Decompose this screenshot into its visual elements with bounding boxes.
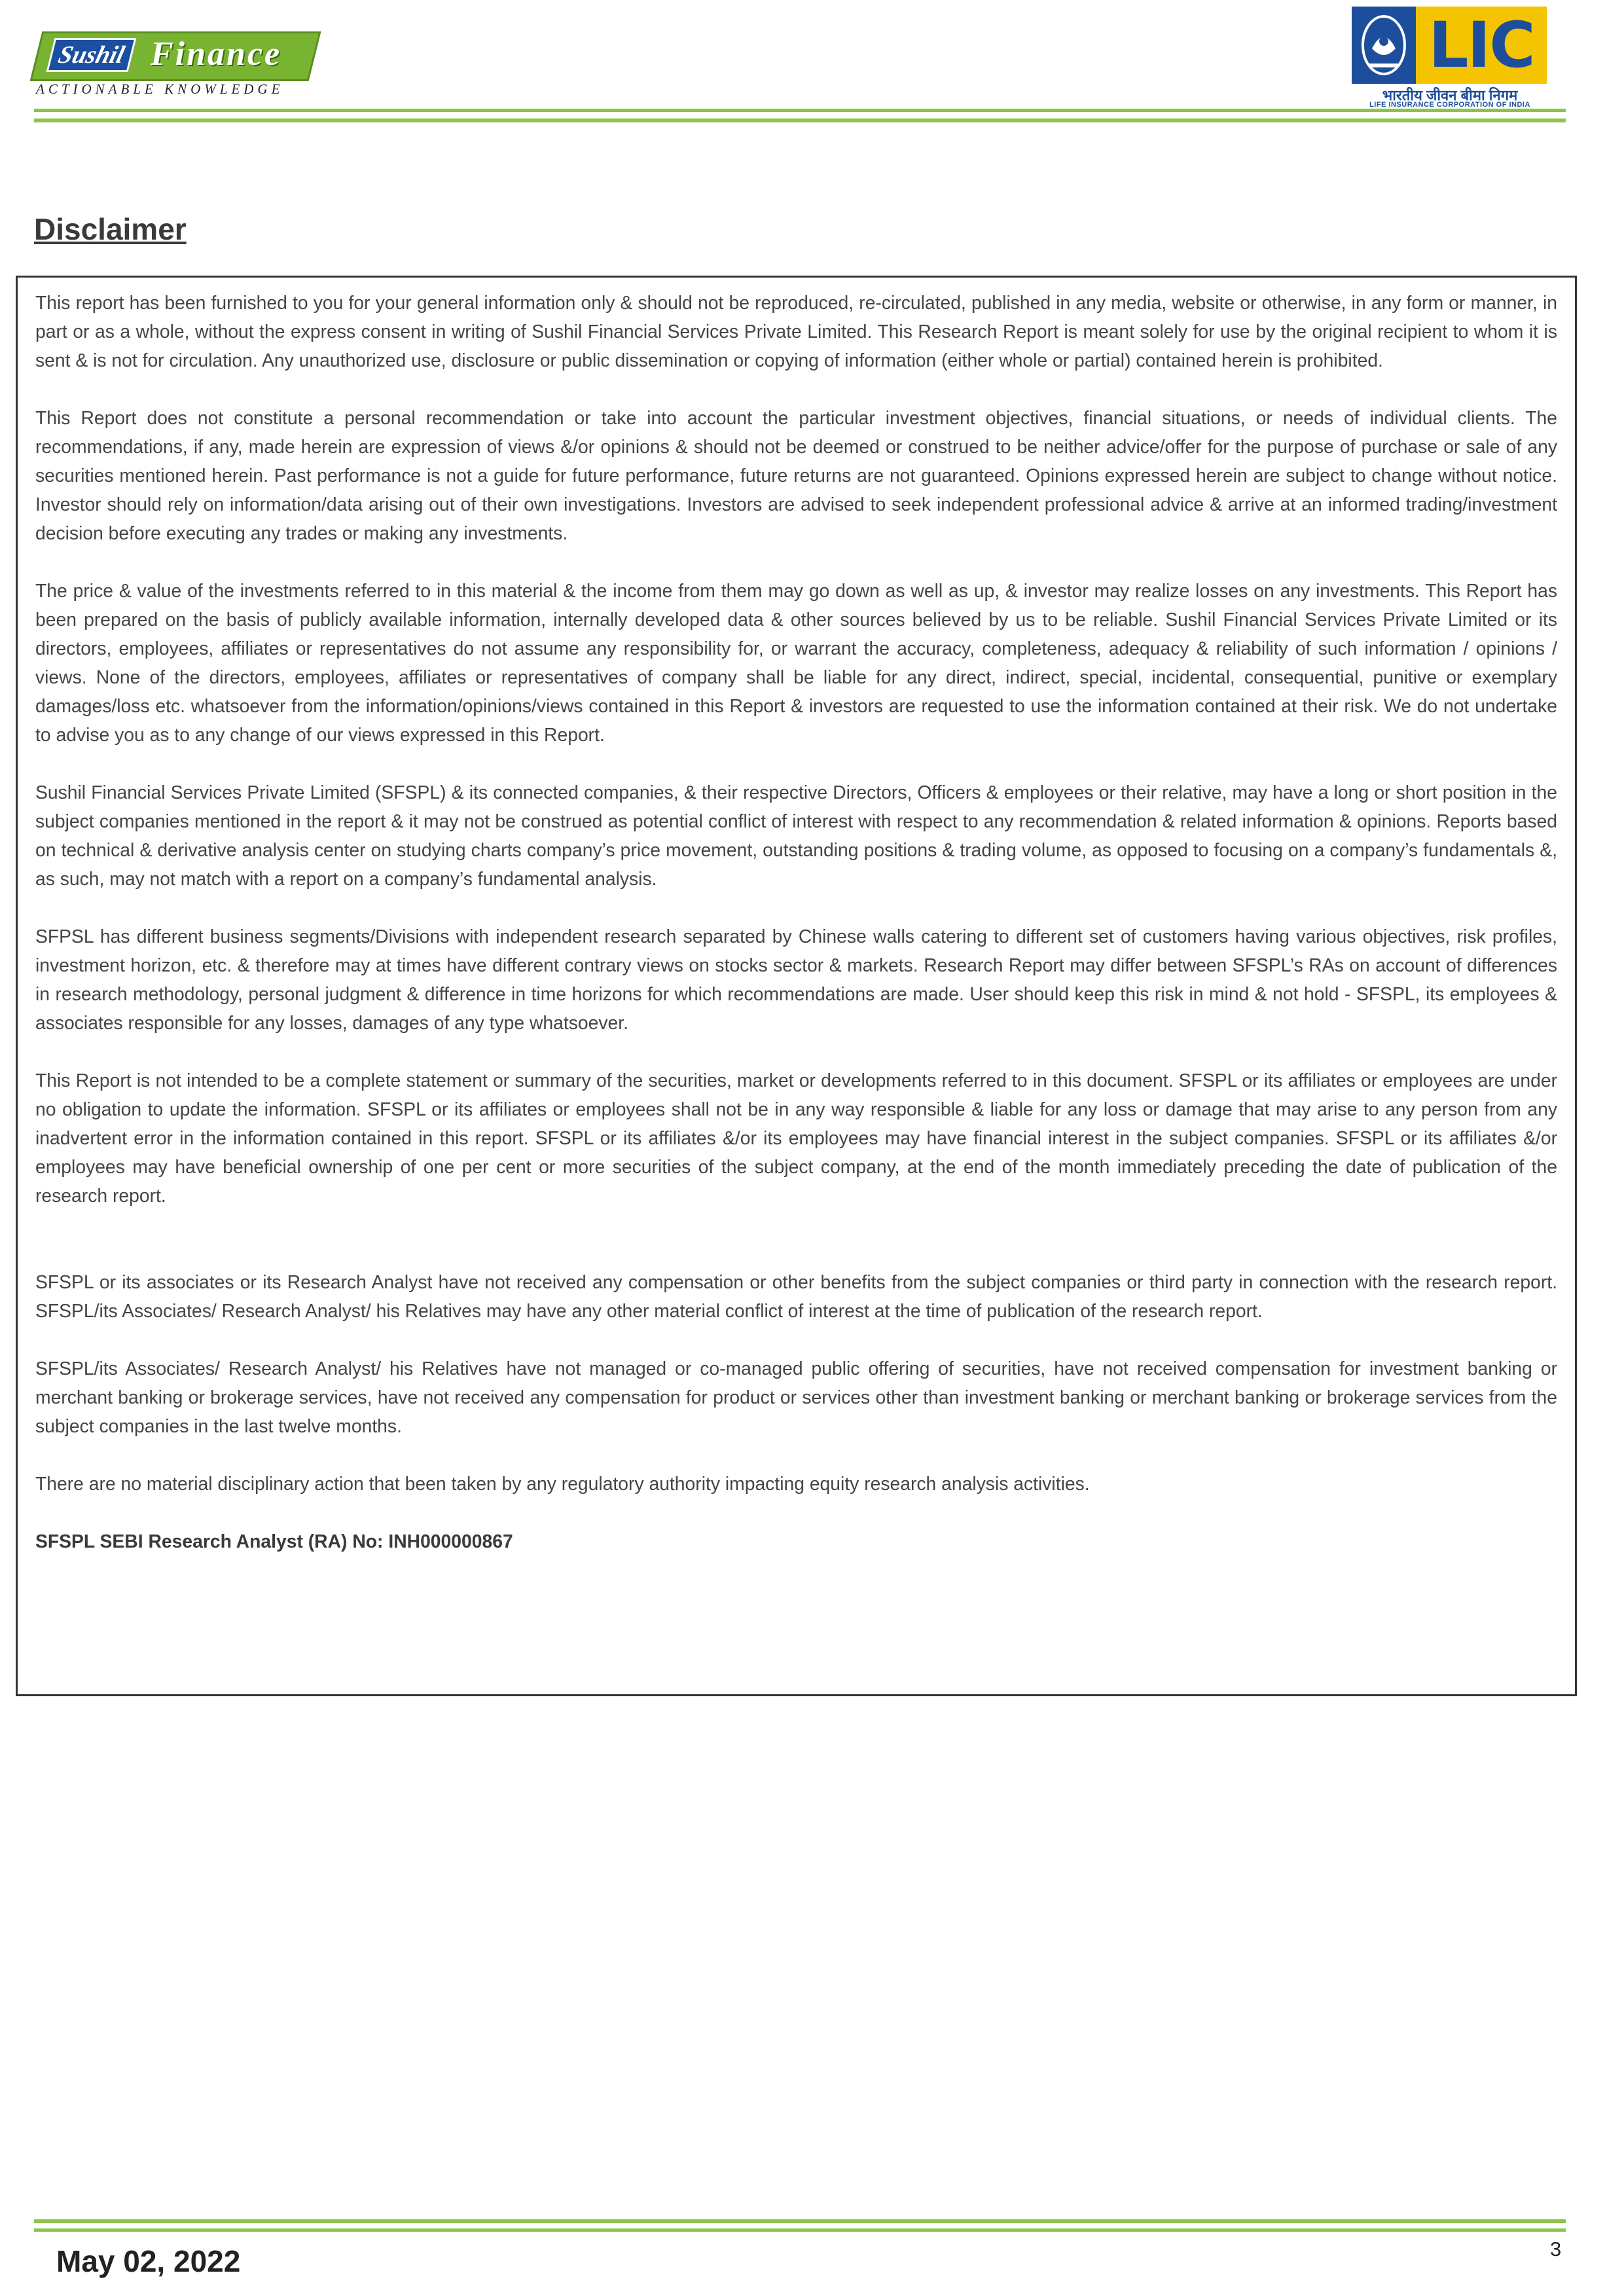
lic-wordmark: LIC [1416, 7, 1547, 84]
footer-date: May 02, 2022 [56, 2244, 241, 2278]
sushil-finance-logo [36, 31, 324, 97]
lic-logo [1352, 7, 1551, 109]
footer-rule-thick [34, 2219, 1566, 2223]
disclaimer-paragraph-9: There are no material disciplinary action that been taken by any regulatory authority impacting equity research analysis activities. [35, 1473, 1090, 1494]
logo-sushil-text: Sushil [46, 38, 137, 72]
disclaimer-paragraph-3: The price & value of the investments referred to in this material & the income from them may go down as well as up, & investor may realize losses on any investments. This Report has been prepared on the basis of publicly available information, internally developed data & other sources believed by us to be reliable. Sushil Financial Services Private Limited or its directors, employees, affiliates or representatives do not assume any responsibility for, or warrant the accuracy, completeness, adequacy & reliability of such information / opinions / views. None of the directors, employees, affiliates or representatives of company shall be liable for any direct, indirect, special, incidental, consequential, punitive or exemplary damages/loss etc. whatsoever from the information/opinions/views contained in this Report & investors are requested to use the information contained at their risk. We do not undertake to advise you as to any change of our views expressed in this Report. [35, 580, 1557, 745]
logo-finance-text: Finance [151, 35, 282, 73]
header-rule-thick [34, 118, 1566, 122]
page-number: 3 [1550, 2238, 1562, 2261]
footer-rule-thin [34, 2228, 1566, 2232]
lic-emblem-icon [1352, 7, 1416, 84]
disclaimer-box [16, 276, 1577, 1696]
research-analyst-number: SFSPL SEBI Research Analyst (RA) No: INH000000867 [35, 1531, 513, 1552]
logo-tagline: ACTIONABLE KNOWLEDGE [36, 81, 284, 97]
page-title: Disclaimer [34, 212, 187, 246]
lic-english-name: LIFE INSURANCE CORPORATION OF INDIA [1369, 101, 1530, 109]
disclaimer-paragraph-5: SFPSL has different business segments/Divisions with independent research separated by Chinese walls catering to different set of customers having various objectives, risk profiles, investment horizon, etc. & therefore may at times have different contrary views on stocks sector & markets. Research Report may differ between SFSPL’s RAs on account of differences in research methodology, personal judgment & difference in time horizons for which recommendations are made. User should keep this risk in mind & not hold - SFSPL, its employees & associates responsible for any losses, damages of any type whatsoever. [35, 926, 1557, 1033]
disclaimer-paragraph-1: This report has been furnished to you for your general information only & should not be reproduced, re-circulated, published in any media, website or otherwise, in any form or manner, in part or as a whole, without the express consent in writing of Sushil Financial Services Private Limited. This Research Report is meant solely for use by the original recipient to whom it is sent & is not for circulation. Any unauthorized use, disclosure or public dissemination or copying of information (either whole or partial) contained herein is prohibited. [35, 292, 1557, 371]
disclaimer-paragraph-7: SFSPL or its associates or its Research Analyst have not received any compensation or other benefits from the subject companies or third party in connection with the research report. SFSPL/its Associates/ Research Analyst/ his Relatives may have any other material conflict of interest at the time of publication of the research report. [35, 1271, 1557, 1321]
disclaimer-paragraph-6: This Report is not intended to be a complete statement or summary of the securities, market or developments referred to in this document. SFSPL or its affiliates or employees are under no obligation to update the information. SFSPL or its affiliates or employees shall not be in any way responsible & liable for any loss or damage that may arise to any person from any inadvertent error in the information contained in this report. SFSPL or its affiliates &/or its employees may have financial interest in the subject companies. SFSPL or its affiliates &/or employees may have beneficial ownership of one per cent or more securities of the subject company, at the end of the month immediately preceding the date of publication of the research report. [35, 1070, 1557, 1206]
lic-hindi-name: भारतीय जीवन बीमा निगम [1382, 87, 1518, 103]
header-rule-thin [34, 109, 1566, 112]
disclaimer-paragraph-4: Sushil Financial Services Private Limited (SFSPL) & its connected companies, & their respective Directors, Officers & employees or their relative, may have a long or short position in the subject companies mentioned in the report & it may not be construed as potential conflict of interest with respect to any recommendation & related information & opinions. Reports based on technical & derivative analysis center on studying charts company’s price movement, outstanding positions & trading volume, as opposed to focusing on a company’s fundamentals &, as such, may not match with a report on a company’s fundamental analysis. [35, 782, 1557, 889]
disclaimer-paragraph-8: SFSPL/its Associates/ Research Analyst/ his Relatives have not managed or co-managed public offering of securities, have not received compensation for investment banking or merchant banking or brokerage services, have not received any compensation for product or services other than investment banking or merchant banking or brokerage services from the subject companies in the last twelve months. [35, 1358, 1557, 1436]
disclaimer-paragraph-2: This Report does not constitute a personal recommendation or take into account the particular investment objectives, financial situations, or needs of individual clients. The recommendations, if any, made herein are expression of views &/or opinions & should not be deemed or construed to be neither advice/offer for the purpose of purchase or sale of any securities mentioned herein. Past performance is not a guide for future performance, future returns are not guaranteed. Opinions expressed herein are subject to change without notice. Investor should rely on information/data arising out of their own investigations. Investors are advised to seek independent professional advice & arrive at an informed trading/investment decision before executing any trades or making any investments. [35, 407, 1557, 543]
